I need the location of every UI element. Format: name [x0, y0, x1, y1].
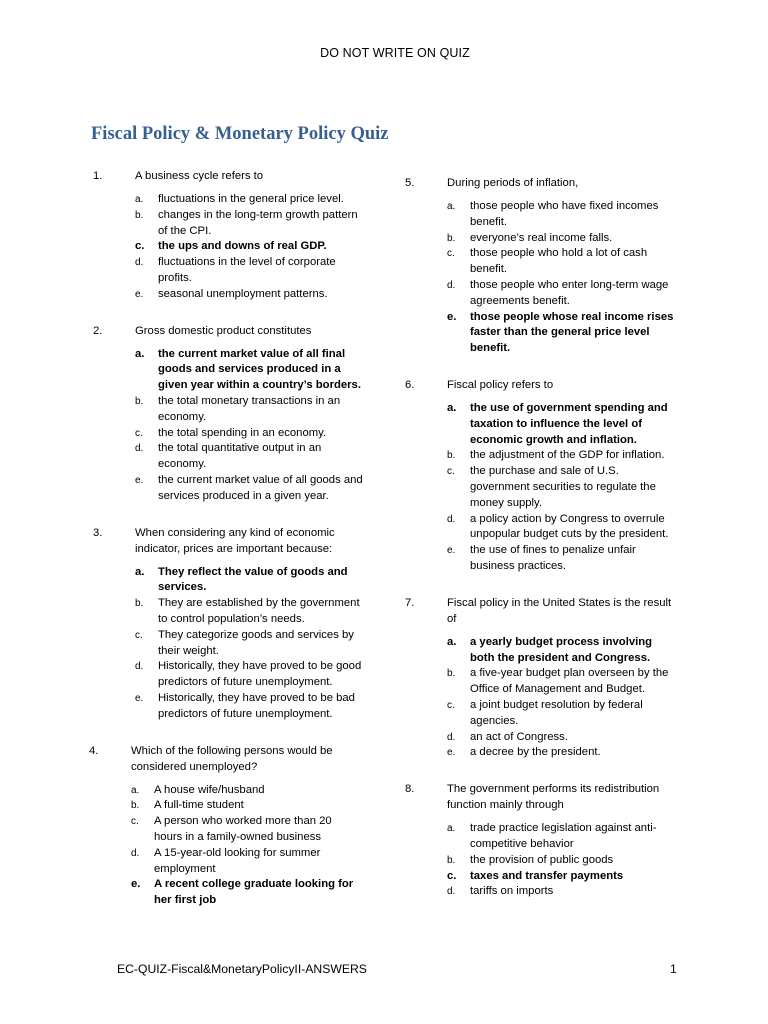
question-number: 6.: [405, 378, 415, 391]
option-letter: b.: [131, 800, 140, 812]
answer-option: [131, 798, 363, 814]
answer-option: [447, 464, 675, 511]
answer-option: [135, 255, 363, 287]
option-letter: b.: [447, 854, 456, 866]
option-letter: c.: [135, 629, 143, 641]
question-number: 2.: [93, 324, 103, 337]
option-text: the purchase and sale of U.S. government securities to regulate the money supply.: [470, 465, 656, 509]
option-letter: b.: [135, 209, 144, 221]
option-letter: b.: [447, 450, 456, 462]
footer-page-number: 1: [670, 962, 677, 976]
option-text: tariffs on imports: [470, 885, 554, 898]
option-letter: b.: [135, 598, 144, 610]
option-text: an act of Congress.: [470, 730, 568, 743]
quiz-title: Fiscal Policy & Monetary Policy Quiz: [91, 124, 389, 144]
answer-option: [135, 441, 363, 473]
question-stem: [89, 743, 363, 775]
option-letter: d.: [131, 847, 140, 859]
question-stem: [93, 525, 363, 557]
answer-option: [135, 287, 363, 303]
answer-option: [447, 884, 675, 900]
option-letter: c.: [135, 427, 143, 439]
answer-option: [447, 745, 675, 761]
answer-option: [447, 698, 675, 730]
option-text: the adjustment of the GDP for inflation.: [470, 449, 665, 462]
option-letter: c.: [131, 816, 139, 828]
option-letter: b.: [447, 232, 456, 244]
option-letter: a.: [447, 823, 456, 835]
option-letter: e.: [135, 474, 144, 486]
option-text: the total spending in an economy.: [158, 426, 327, 439]
option-text: A recent college graduate looking for her first job: [154, 878, 354, 907]
option-text: fluctuations in the level of corporate profits.: [158, 256, 336, 284]
question-stem: [405, 781, 675, 813]
answer-option: [131, 783, 363, 799]
answer-option: [447, 512, 675, 544]
right-column: [405, 175, 675, 900]
question-text: Fiscal policy in the United States is the result of: [447, 596, 672, 625]
option-letter: a.: [447, 401, 457, 414]
option-text: the use of government spending and taxation to influence the level of economic growth and inflation.: [470, 401, 668, 446]
answer-option: [447, 231, 675, 247]
question-5: [405, 175, 675, 357]
question-text: Which of the following persons would be considered unemployed?: [131, 744, 333, 773]
option-text: changes in the long-term growth pattern of the CPI.: [158, 208, 358, 237]
left-column: [89, 168, 363, 909]
question-stem: [405, 595, 675, 627]
question-stem: [405, 377, 675, 393]
question-number: 8.: [405, 783, 415, 796]
option-letter: a.: [135, 565, 145, 578]
option-text: the provision of public goods: [470, 853, 614, 866]
option-letter: d.: [135, 661, 144, 673]
answer-option: [135, 394, 363, 426]
answer-option: [447, 199, 675, 231]
answer-option: [135, 473, 363, 505]
answer-option: [131, 846, 363, 878]
question-7: [405, 595, 675, 761]
question-text: When considering any kind of economic indicator, prices are important because:: [135, 526, 335, 555]
option-text: a joint budget resolution by federal agencies.: [470, 698, 643, 727]
question-text: The government performs its redistribution function mainly through: [447, 783, 660, 812]
correct-answer-option: [447, 635, 675, 667]
question-number: 5.: [405, 177, 415, 189]
option-letter: b.: [135, 395, 144, 407]
option-letter: d.: [447, 886, 456, 898]
answer-option: [447, 666, 675, 698]
correct-answer-option: [447, 310, 675, 357]
option-text: A house wife/husband: [154, 783, 265, 796]
option-letter: d.: [135, 257, 144, 269]
option-text: the total quantitative output in an economy.: [158, 442, 322, 471]
option-letter: a.: [447, 635, 457, 648]
answer-option: [135, 596, 363, 628]
answer-option: [135, 691, 363, 723]
question-text: Gross domestic product constitutes: [135, 324, 312, 337]
option-letter: a.: [447, 201, 456, 212]
option-letter: e.: [135, 692, 144, 704]
option-letter: c.: [447, 699, 455, 711]
question-3: [93, 525, 363, 723]
option-text: A full-time student: [154, 799, 244, 812]
answer-options: [89, 783, 363, 909]
question-2: [93, 323, 363, 505]
correct-answer-option: [131, 877, 363, 909]
option-letter: a.: [135, 194, 144, 205]
option-letter: d.: [447, 279, 456, 291]
option-text: the current market value of all goods and services produced in a given year.: [158, 473, 363, 502]
answer-options: [93, 347, 363, 505]
answer-option: [447, 448, 675, 464]
option-text: seasonal unemployment patterns.: [158, 287, 328, 300]
question-stem: [93, 323, 363, 339]
option-text: everyone’s real income falls.: [470, 231, 613, 244]
option-letter: c.: [447, 869, 457, 882]
question-1: [93, 168, 363, 303]
option-text: Historically, they have proved to be good predictors of future unemployment.: [158, 660, 362, 689]
question-stem: [405, 175, 675, 191]
answer-option: [131, 814, 363, 846]
question-number: 3.: [93, 526, 103, 539]
correct-answer-option: [135, 565, 363, 597]
question-text: A business cycle refers to: [135, 170, 264, 182]
answer-option: [447, 543, 675, 575]
question-6: [405, 377, 675, 575]
option-text: a policy action by Congress to overrule unpopular budget cuts by the president.: [470, 512, 669, 541]
option-letter: c.: [447, 466, 455, 478]
answer-option: [135, 659, 363, 691]
option-text: trade practice legislation against anti-competitive behavior: [470, 822, 657, 850]
option-letter: e.: [447, 310, 457, 323]
footer-document-name: EC-QUIZ-Fiscal&MonetaryPolicyII-ANSWERS: [117, 962, 367, 976]
option-text: those people whose real income rises faster than the general price level benefit.: [470, 310, 674, 355]
option-letter: c.: [447, 248, 455, 260]
question-text: During periods of inflation,: [447, 177, 579, 189]
option-text: Historically, they have proved to be bad predictors of future unemployment.: [158, 691, 355, 720]
question-number: 7.: [405, 596, 415, 609]
option-letter: e.: [131, 878, 141, 891]
answer-options: [93, 192, 363, 303]
option-letter: d.: [135, 443, 144, 455]
option-letter: a.: [135, 347, 145, 360]
option-text: those people who hold a lot of cash benefit.: [470, 247, 648, 276]
option-text: the ups and downs of real GDP.: [158, 240, 327, 253]
answer-option: [447, 246, 675, 278]
answer-options: [93, 565, 363, 723]
page-header: DO NOT WRITE ON QUIZ: [320, 46, 470, 60]
option-text: the use of fines to penalize unfair business practices.: [470, 544, 636, 572]
option-text: those people who have fixed incomes benefit.: [470, 200, 659, 228]
answer-option: [447, 821, 675, 853]
answer-options: [405, 401, 675, 575]
correct-answer-option: [447, 869, 675, 885]
correct-answer-option: [135, 347, 363, 394]
answer-options: [405, 821, 675, 900]
option-letter: e.: [447, 747, 456, 759]
correct-answer-option: [447, 401, 675, 448]
answer-option: [135, 192, 363, 208]
answer-option: [447, 278, 675, 310]
option-letter: d.: [447, 513, 456, 525]
answer-option: [135, 628, 363, 660]
option-text: They categorize goods and services by their weight.: [158, 628, 354, 657]
answer-option: [135, 426, 363, 442]
answer-option: [135, 208, 363, 240]
question-number: 4.: [89, 744, 99, 757]
option-text: taxes and transfer payments: [470, 869, 624, 882]
option-letter: e.: [135, 288, 144, 300]
answer-option: [447, 730, 675, 746]
option-text: They reflect the value of goods and services.: [158, 565, 348, 594]
answer-options: [405, 199, 675, 357]
option-text: a yearly budget process involving both the president and Congress.: [470, 635, 653, 664]
option-letter: a.: [131, 784, 140, 796]
correct-answer-option: [135, 239, 363, 255]
question-4: [89, 743, 363, 909]
answer-option: [447, 853, 675, 869]
question-8: [405, 781, 675, 900]
question-text: Fiscal policy refers to: [447, 378, 554, 391]
option-letter: e.: [447, 545, 456, 557]
option-text: the current market value of all final goods and services produced in a given year within a country’s borders.: [158, 347, 361, 392]
option-text: a five-year budget plan overseen by the Office of Management and Budget.: [470, 667, 669, 696]
option-letter: b.: [447, 668, 456, 680]
question-number: 1.: [93, 170, 103, 182]
option-text: the total monetary transactions in an economy.: [158, 394, 341, 423]
question-stem: [93, 168, 363, 184]
option-text: fluctuations in the general price level.: [158, 193, 344, 205]
option-letter: c.: [135, 240, 145, 253]
option-text: A person who worked more than 20 hours in a family-owned business: [154, 815, 332, 843]
option-text: a decree by the president.: [470, 746, 601, 759]
answer-options: [405, 635, 675, 761]
option-text: those people who enter long-term wage agreements benefit.: [470, 278, 669, 307]
option-text: A 15-year-old looking for summer employment: [154, 846, 321, 875]
option-text: They are established by the government to control population’s needs.: [158, 597, 360, 625]
option-letter: d.: [447, 731, 456, 743]
